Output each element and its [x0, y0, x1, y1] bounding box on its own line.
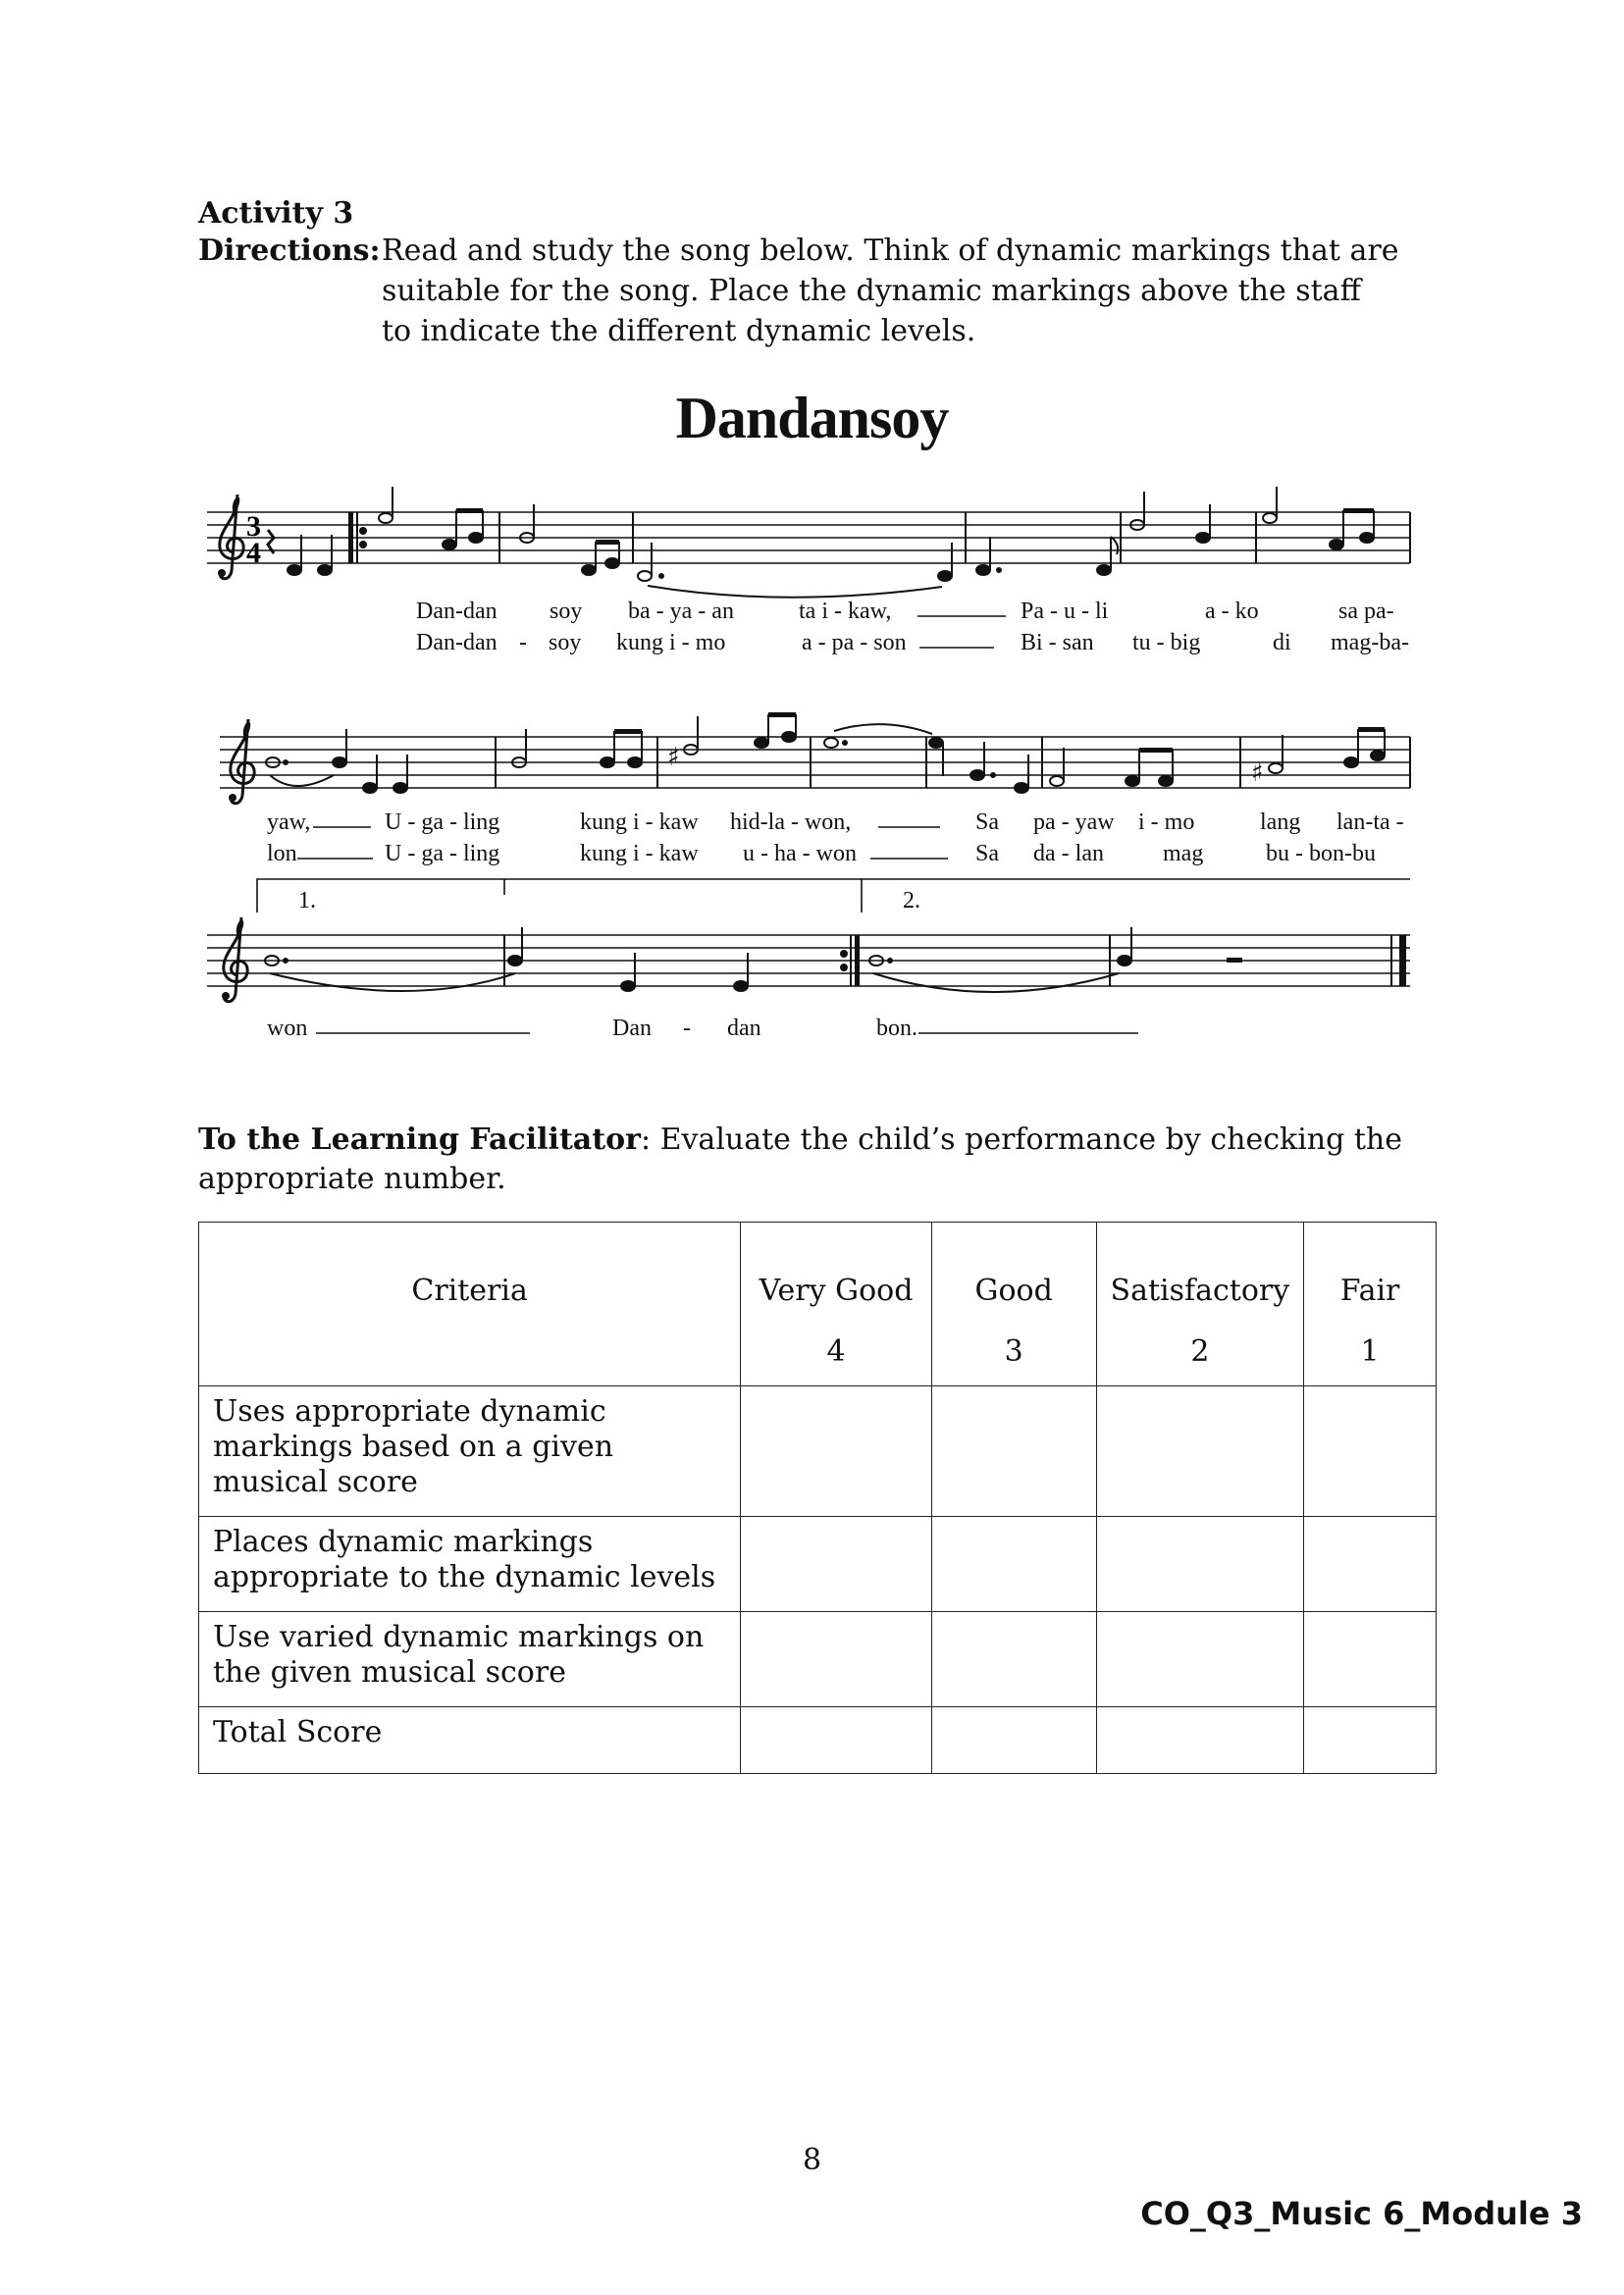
score-checkbox-cell[interactable] — [931, 1707, 1096, 1774]
notes-system-2 — [266, 712, 1410, 793]
notes-system-1 — [288, 487, 1410, 598]
lyric: a - ko — [1205, 599, 1259, 624]
lyric: Dan — [612, 1016, 652, 1041]
lyric: pa - yaw — [1033, 809, 1115, 835]
first-ending-label: 1. — [298, 888, 316, 913]
treble-clef-icon — [222, 917, 247, 1002]
directions-line-3: to indicate the different dynamic levels. — [382, 314, 976, 348]
lyric: ba - ya - an — [628, 599, 734, 624]
lyric: di — [1273, 630, 1291, 655]
staff-system-1 — [207, 512, 1410, 563]
lyric: yaw, — [267, 809, 311, 835]
lyric: Bi - san — [1021, 630, 1094, 655]
lyric: bu - bon-bu — [1266, 841, 1376, 866]
lyric: i - mo — [1138, 809, 1195, 835]
lyric: Sa — [975, 809, 999, 835]
lyric: Dan-dan — [416, 599, 498, 624]
score-checkbox-cell[interactable] — [931, 1517, 1096, 1612]
page-number: 8 — [802, 2143, 822, 2177]
module-code: CO_Q3_Music 6_Module 3 — [1140, 2195, 1583, 2232]
score-checkbox-cell[interactable] — [1304, 1707, 1437, 1774]
lyric: mag — [1163, 841, 1204, 866]
table-row — [199, 1517, 1437, 1612]
criterion-cell: Use varied dynamic markings on the given musical score — [199, 1612, 741, 1707]
level-satisfactory: Satisfactory 2 — [1096, 1223, 1304, 1386]
directions-line-1: Read and study the song below. Think of dynamic markings that are — [382, 234, 1399, 268]
score-checkbox-cell[interactable] — [1304, 1612, 1437, 1707]
level-very-good: Very Good 4 — [741, 1223, 932, 1386]
rubric-table — [198, 1222, 1437, 1774]
lyric: - — [519, 630, 527, 655]
activity-title: Activity 3 — [198, 196, 354, 231]
staff-system-2 — [220, 737, 1410, 788]
lyric: hid-la - won, — [730, 809, 852, 835]
lyric: mag-ba- — [1331, 630, 1409, 655]
score-checkbox-cell[interactable] — [1096, 1612, 1304, 1707]
score-checkbox-cell[interactable] — [931, 1612, 1096, 1707]
lyric: soy — [550, 599, 583, 624]
lyric: U - ga - ling — [385, 841, 500, 866]
criterion-cell: Uses appropriate dynamic markings based on a given musical score — [199, 1386, 741, 1517]
score-checkbox-cell[interactable] — [1096, 1517, 1304, 1612]
lyrics-system-2 — [267, 809, 1404, 866]
lyric: kung i - kaw — [580, 809, 699, 835]
time-signature-top: 3 — [246, 510, 261, 543]
lyric: soy — [549, 630, 582, 655]
table-row — [199, 1707, 1437, 1774]
second-ending-label: 2. — [903, 888, 920, 913]
facilitator-text: : Evaluate the child’s performance by checking the appropriate number. — [198, 1122, 1402, 1196]
directions-label: Directions: — [198, 234, 381, 268]
lyric: kung i - mo — [616, 630, 726, 655]
lyric: da - lan — [1033, 841, 1104, 866]
lyric: u - ha - won — [743, 841, 857, 866]
table-row — [199, 1386, 1437, 1517]
time-signature-bottom: 4 — [246, 537, 261, 569]
treble-clef-icon — [229, 719, 254, 804]
lyric: dan — [727, 1016, 761, 1041]
lyric: U - ga - ling — [385, 809, 500, 835]
level-good: Good 3 — [931, 1223, 1096, 1386]
lyric: - — [683, 1016, 691, 1041]
lyric: won — [267, 1016, 308, 1041]
lyric: tu - big — [1132, 630, 1201, 655]
score-checkbox-cell[interactable] — [741, 1386, 932, 1517]
music-score — [0, 0, 1624, 1079]
lyric: Sa — [975, 841, 999, 866]
lyric: ta i - kaw, — [799, 599, 892, 624]
total-score-label: Total Score — [199, 1707, 741, 1774]
score-checkbox-cell[interactable] — [1304, 1517, 1437, 1612]
lyrics-system-3 — [267, 1016, 1138, 1041]
level-fair: Fair 1 — [1304, 1223, 1437, 1386]
lyrics-system-1 — [416, 599, 1409, 655]
criteria-header: Criteria — [199, 1223, 741, 1386]
treble-clef-icon — [218, 495, 243, 579]
table-header-row — [199, 1223, 1437, 1386]
score-checkbox-cell[interactable] — [1096, 1386, 1304, 1517]
directions-line-2: suitable for the song. Place the dynamic markings above the staff — [382, 274, 1361, 308]
facilitator-label: To the Learning Facilitator — [198, 1122, 641, 1157]
svg-text:♯: ♯ — [1251, 758, 1264, 788]
lyric: lan-ta - — [1336, 809, 1404, 835]
endings — [257, 879, 1410, 913]
score-checkbox-cell[interactable] — [741, 1612, 932, 1707]
lyric: sa pa- — [1338, 599, 1394, 624]
lyric: a - pa - son — [802, 630, 907, 655]
score-checkbox-cell[interactable] — [741, 1707, 932, 1774]
lyric: lon — [267, 841, 297, 866]
facilitator-note — [198, 1121, 1435, 1199]
song-title: Dandansoy — [675, 386, 949, 450]
score-checkbox-cell[interactable] — [741, 1517, 932, 1612]
notes-system-3 — [265, 927, 1406, 992]
lyric: lang — [1260, 809, 1301, 835]
lyric: Pa - u - li — [1021, 599, 1109, 624]
score-checkbox-cell[interactable] — [1304, 1386, 1437, 1517]
score-checkbox-cell[interactable] — [1096, 1707, 1304, 1774]
criterion-cell: Places dynamic markings appropriate to the dynamic levels — [199, 1517, 741, 1612]
lyric: bon. — [876, 1016, 917, 1041]
score-checkbox-cell[interactable] — [931, 1386, 1096, 1517]
table-row — [199, 1612, 1437, 1707]
lyric: kung i - kaw — [580, 841, 699, 866]
lyric: Dan-dan — [416, 630, 498, 655]
svg-text:♯: ♯ — [667, 743, 680, 772]
